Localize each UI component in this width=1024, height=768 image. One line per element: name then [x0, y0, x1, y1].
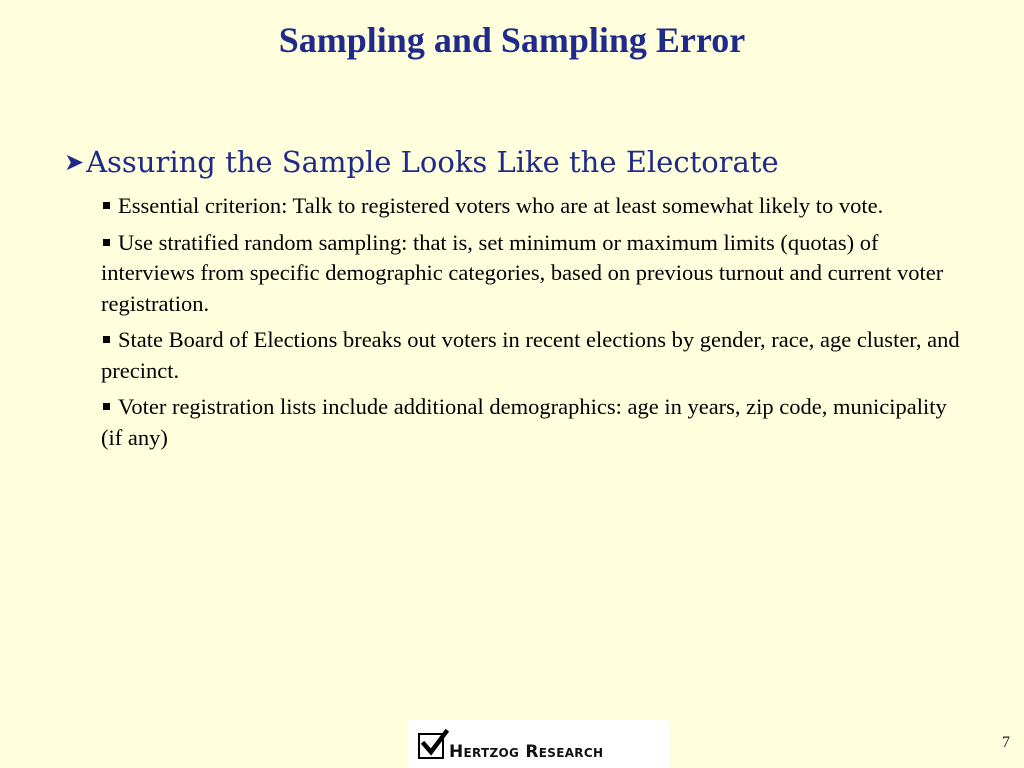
square-bullet-icon [103, 336, 110, 343]
checkbox-check-icon [418, 733, 444, 759]
sub-bullet-text: State Board of Elections breaks out voters in recent elections by gender, race, age cluster, and precinct. [101, 327, 960, 383]
sub-bullet-text: Essential criterion: Talk to registered voters who are at least somewhat likely to vote. [118, 193, 884, 218]
sub-bullet-item [101, 392, 971, 453]
sub-bullet-text: Use stratified random sampling: that is, set minimum or maximum limits (quotas) of interviews from specific demographic categories, based on previous turnout and current voter registration. [101, 229, 944, 316]
sub-bullet-text: Voter registration lists include additional demographics: age in years, zip code, municipality (if any) [101, 394, 947, 450]
company-logo [407, 719, 669, 768]
sub-bullet-item [101, 191, 971, 222]
logo-text: Hertzog Research [449, 742, 604, 762]
main-bullet [64, 142, 964, 184]
main-bullet-text: Assuring the Sample Looks Like the Electorate [86, 145, 779, 179]
slide-title: Sampling and Sampling Error [278, 20, 746, 60]
sub-bullet-list [101, 191, 971, 459]
sub-bullet-item [101, 325, 971, 386]
sub-bullet-item [101, 228, 971, 320]
square-bullet-icon [103, 202, 110, 209]
square-bullet-icon [103, 239, 110, 246]
square-bullet-icon [103, 403, 110, 410]
page-number: 7 [1002, 734, 1010, 751]
arrow-bullet-icon: ➤ [64, 148, 85, 176]
